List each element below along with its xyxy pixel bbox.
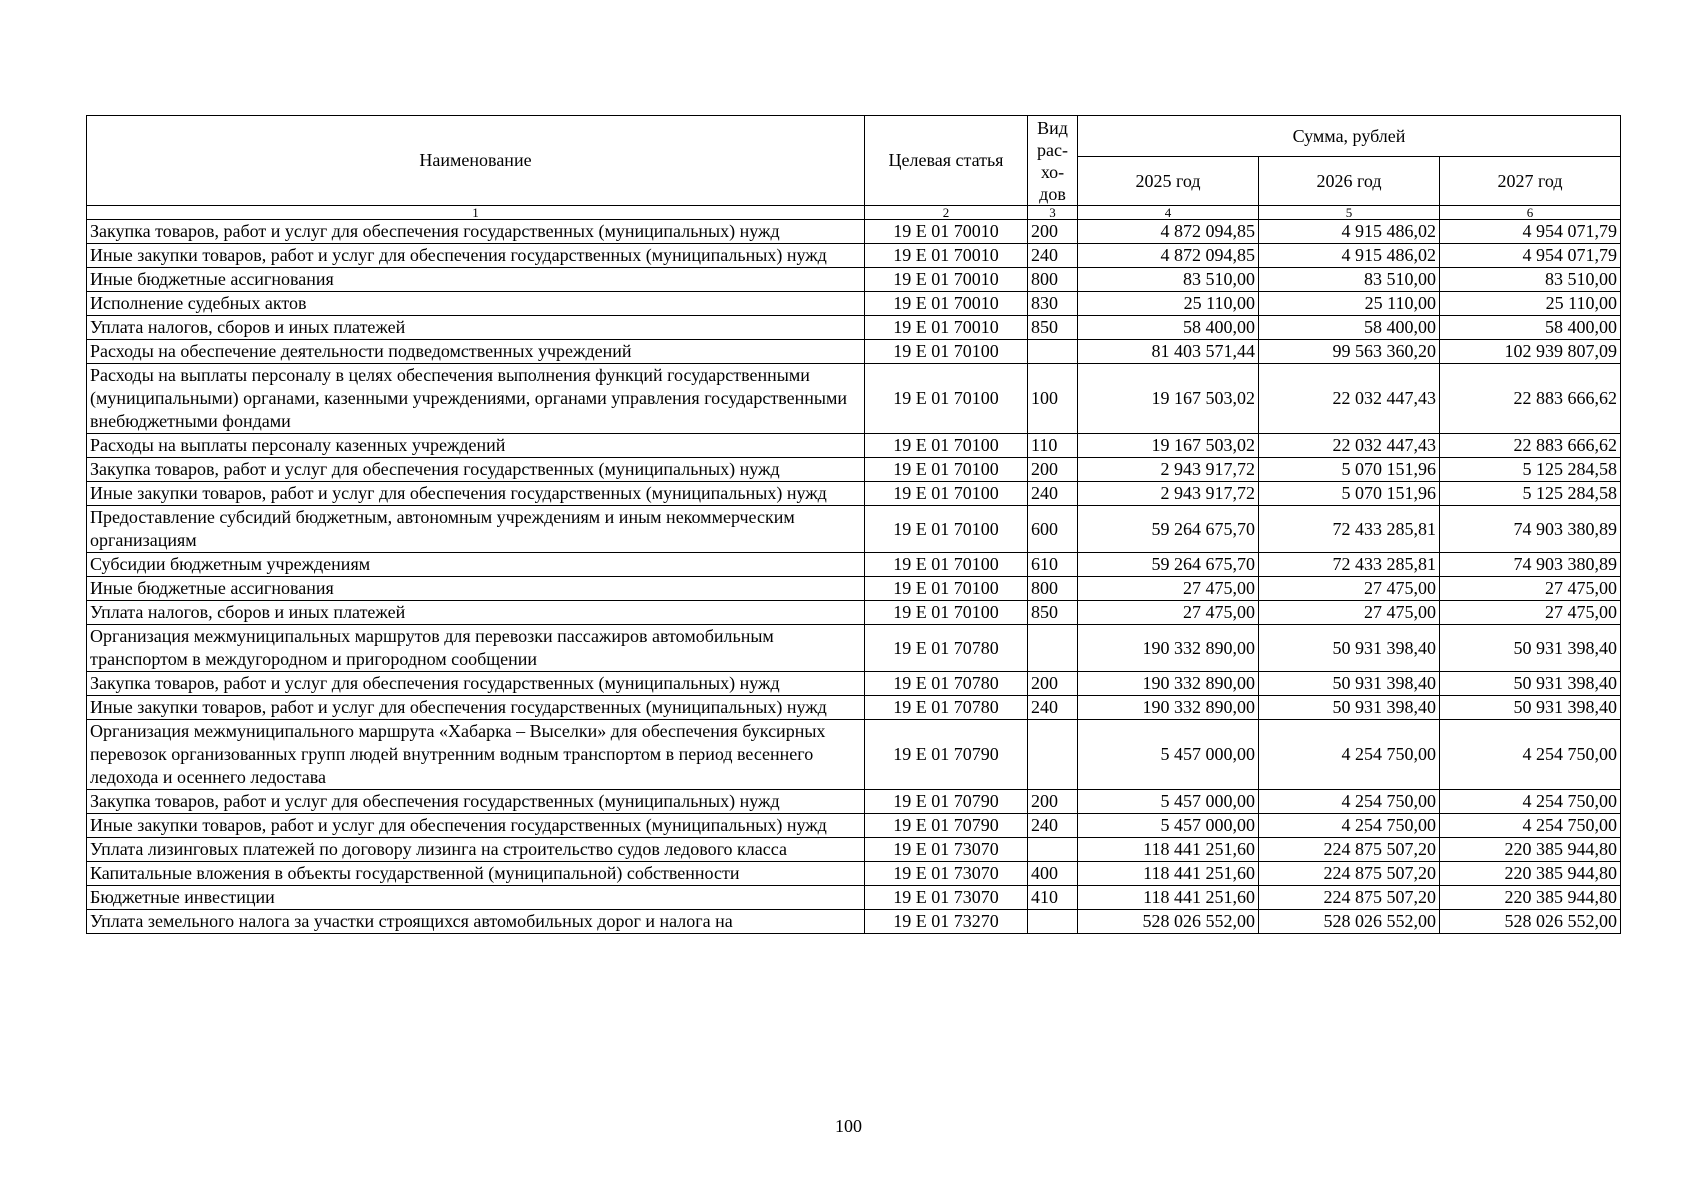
row-name-cell: Закупка товаров, работ и услуг для обеспечения государственных (муниципальных) нужд <box>87 790 865 814</box>
row-name-cell: Капитальные вложения в объекты государственной (муниципальной) собственности <box>87 862 865 886</box>
row-amount-2025-cell: 4 872 094,85 <box>1078 244 1259 268</box>
row-name-cell: Расходы на выплаты персоналу в целях обеспечения выполнения функций государственными (муниципальными) органами, казенными учреждениями, органами управления государственными внебюджетными фондами <box>87 364 865 434</box>
column-number-row <box>87 206 1621 220</box>
header-expense-type-line: хо- <box>1040 161 1065 182</box>
row-amount-2025-cell: 118 441 251,60 <box>1078 886 1259 910</box>
column-number: 2 <box>865 206 1028 220</box>
row-expense-type-cell: 110 <box>1028 434 1078 458</box>
row-target-article-cell: 19 Е 01 70010 <box>865 220 1028 244</box>
row-target-article-cell: 19 Е 01 70010 <box>865 244 1028 268</box>
row-amount-2026-cell: 72 433 285,81 <box>1259 553 1440 577</box>
row-name-cell: Уплата земельного налога за участки строящихся автомобильных дорог и налога на <box>87 910 865 934</box>
row-amount-2026-cell: 4 254 750,00 <box>1259 790 1440 814</box>
row-name-cell: Иные бюджетные ассигнования <box>87 268 865 292</box>
row-amount-2027-cell: 4 254 750,00 <box>1440 814 1621 838</box>
row-target-article-cell: 19 Е 01 70010 <box>865 292 1028 316</box>
table-row <box>87 862 1621 886</box>
row-expense-type-cell <box>1028 720 1078 790</box>
row-target-article-cell: 19 Е 01 70790 <box>865 790 1028 814</box>
row-amount-2026-cell: 99 563 360,20 <box>1259 340 1440 364</box>
row-amount-2025-cell: 5 457 000,00 <box>1078 814 1259 838</box>
row-target-article-cell: 19 Е 01 70100 <box>865 340 1028 364</box>
row-expense-type-cell: 240 <box>1028 696 1078 720</box>
row-amount-2025-cell: 19 167 503,02 <box>1078 364 1259 434</box>
table-row <box>87 340 1621 364</box>
row-amount-2027-cell: 27 475,00 <box>1440 601 1621 625</box>
row-target-article-cell: 19 Е 01 70010 <box>865 268 1028 292</box>
row-expense-type-cell: 850 <box>1028 601 1078 625</box>
row-name-cell: Расходы на обеспечение деятельности подведомственных учреждений <box>87 340 865 364</box>
row-target-article-cell: 19 Е 01 70780 <box>865 625 1028 672</box>
row-name-cell: Закупка товаров, работ и услуг для обеспечения государственных (муниципальных) нужд <box>87 220 865 244</box>
table-row <box>87 506 1621 553</box>
row-amount-2025-cell: 59 264 675,70 <box>1078 506 1259 553</box>
row-amount-2027-cell: 220 385 944,80 <box>1440 862 1621 886</box>
row-amount-2026-cell: 27 475,00 <box>1259 577 1440 601</box>
row-expense-type-cell: 610 <box>1028 553 1078 577</box>
row-target-article-cell: 19 Е 01 70780 <box>865 696 1028 720</box>
row-name-cell: Иные закупки товаров, работ и услуг для обеспечения государственных (муниципальных) нужд <box>87 244 865 268</box>
row-expense-type-cell: 830 <box>1028 292 1078 316</box>
table-row <box>87 814 1621 838</box>
row-expense-type-cell: 200 <box>1028 220 1078 244</box>
table-row <box>87 220 1621 244</box>
row-amount-2026-cell: 4 254 750,00 <box>1259 720 1440 790</box>
budget-table <box>86 115 1621 934</box>
header-expense-type-line: дов <box>1039 183 1066 204</box>
row-target-article-cell: 19 Е 01 70100 <box>865 434 1028 458</box>
table-row <box>87 886 1621 910</box>
row-amount-2026-cell: 50 931 398,40 <box>1259 696 1440 720</box>
row-amount-2027-cell: 83 510,00 <box>1440 268 1621 292</box>
row-amount-2027-cell: 27 475,00 <box>1440 577 1621 601</box>
row-amount-2027-cell: 50 931 398,40 <box>1440 625 1621 672</box>
row-amount-2027-cell: 5 125 284,58 <box>1440 458 1621 482</box>
row-amount-2026-cell: 58 400,00 <box>1259 316 1440 340</box>
table-row <box>87 672 1621 696</box>
row-amount-2025-cell: 19 167 503,02 <box>1078 434 1259 458</box>
table-row <box>87 625 1621 672</box>
table-row <box>87 577 1621 601</box>
row-name-cell: Иные закупки товаров, работ и услуг для обеспечения государственных (муниципальных) нужд <box>87 482 865 506</box>
row-amount-2026-cell: 83 510,00 <box>1259 268 1440 292</box>
row-name-cell: Иные закупки товаров, работ и услуг для обеспечения государственных (муниципальных) нужд <box>87 696 865 720</box>
row-name-cell: Иные закупки товаров, работ и услуг для обеспечения государственных (муниципальных) нужд <box>87 814 865 838</box>
row-amount-2027-cell: 4 954 071,79 <box>1440 244 1621 268</box>
row-name-cell: Субсидии бюджетным учреждениям <box>87 553 865 577</box>
row-target-article-cell: 19 Е 01 70780 <box>865 672 1028 696</box>
row-target-article-cell: 19 Е 01 73070 <box>865 838 1028 862</box>
header-expense-type-line: Вид <box>1037 117 1068 138</box>
row-expense-type-cell: 200 <box>1028 790 1078 814</box>
row-amount-2025-cell: 4 872 094,85 <box>1078 220 1259 244</box>
row-amount-2025-cell: 2 943 917,72 <box>1078 458 1259 482</box>
row-expense-type-cell: 240 <box>1028 814 1078 838</box>
row-amount-2025-cell: 5 457 000,00 <box>1078 790 1259 814</box>
header-name: Наименование <box>87 116 865 206</box>
row-amount-2027-cell: 4 254 750,00 <box>1440 790 1621 814</box>
header-year-2027: 2027 год <box>1440 157 1621 206</box>
row-target-article-cell: 19 Е 01 73270 <box>865 910 1028 934</box>
row-name-cell: Иные бюджетные ассигнования <box>87 577 865 601</box>
row-amount-2025-cell: 118 441 251,60 <box>1078 838 1259 862</box>
row-expense-type-cell <box>1028 340 1078 364</box>
row-name-cell: Уплата лизинговых платежей по договору лизинга на строительство судов ледового класса <box>87 838 865 862</box>
row-amount-2025-cell: 2 943 917,72 <box>1078 482 1259 506</box>
row-amount-2025-cell: 81 403 571,44 <box>1078 340 1259 364</box>
row-amount-2027-cell: 50 931 398,40 <box>1440 696 1621 720</box>
table-row <box>87 292 1621 316</box>
header-year-2026: 2026 год <box>1259 157 1440 206</box>
row-amount-2026-cell: 50 931 398,40 <box>1259 672 1440 696</box>
row-name-cell: Расходы на выплаты персоналу казенных учреждений <box>87 434 865 458</box>
row-amount-2025-cell: 5 457 000,00 <box>1078 720 1259 790</box>
table-header <box>87 116 1621 220</box>
row-expense-type-cell: 200 <box>1028 672 1078 696</box>
table-row <box>87 910 1621 934</box>
row-amount-2026-cell: 72 433 285,81 <box>1259 506 1440 553</box>
row-amount-2027-cell: 102 939 807,09 <box>1440 340 1621 364</box>
row-amount-2027-cell: 220 385 944,80 <box>1440 886 1621 910</box>
row-name-cell: Закупка товаров, работ и услуг для обеспечения государственных (муниципальных) нужд <box>87 672 865 696</box>
row-target-article-cell: 19 Е 01 70100 <box>865 458 1028 482</box>
row-amount-2026-cell: 4 915 486,02 <box>1259 244 1440 268</box>
row-expense-type-cell <box>1028 625 1078 672</box>
row-amount-2025-cell: 58 400,00 <box>1078 316 1259 340</box>
header-expense-type-line: рас- <box>1037 139 1068 160</box>
row-amount-2027-cell: 22 883 666,62 <box>1440 434 1621 458</box>
row-amount-2026-cell: 4 915 486,02 <box>1259 220 1440 244</box>
row-amount-2027-cell: 50 931 398,40 <box>1440 672 1621 696</box>
row-target-article-cell: 19 Е 01 70100 <box>865 506 1028 553</box>
row-amount-2027-cell: 5 125 284,58 <box>1440 482 1621 506</box>
row-amount-2026-cell: 25 110,00 <box>1259 292 1440 316</box>
row-expense-type-cell: 240 <box>1028 482 1078 506</box>
row-name-cell: Уплата налогов, сборов и иных платежей <box>87 601 865 625</box>
row-expense-type-cell: 800 <box>1028 268 1078 292</box>
row-expense-type-cell: 100 <box>1028 364 1078 434</box>
row-amount-2026-cell: 50 931 398,40 <box>1259 625 1440 672</box>
column-number: 6 <box>1440 206 1621 220</box>
row-amount-2025-cell: 59 264 675,70 <box>1078 553 1259 577</box>
table-row <box>87 244 1621 268</box>
row-amount-2027-cell: 4 954 071,79 <box>1440 220 1621 244</box>
table-row <box>87 482 1621 506</box>
row-amount-2025-cell: 27 475,00 <box>1078 601 1259 625</box>
header-sum-group: Сумма, рублей <box>1078 116 1621 157</box>
column-number: 5 <box>1259 206 1440 220</box>
row-amount-2026-cell: 224 875 507,20 <box>1259 886 1440 910</box>
row-amount-2025-cell: 528 026 552,00 <box>1078 910 1259 934</box>
table-row <box>87 316 1621 340</box>
row-target-article-cell: 19 Е 01 73070 <box>865 862 1028 886</box>
table-row <box>87 364 1621 434</box>
row-amount-2027-cell: 22 883 666,62 <box>1440 364 1621 434</box>
table-row <box>87 458 1621 482</box>
row-amount-2027-cell: 4 254 750,00 <box>1440 720 1621 790</box>
row-expense-type-cell: 600 <box>1028 506 1078 553</box>
row-amount-2026-cell: 5 070 151,96 <box>1259 482 1440 506</box>
row-amount-2027-cell: 74 903 380,89 <box>1440 506 1621 553</box>
row-amount-2027-cell: 220 385 944,80 <box>1440 838 1621 862</box>
row-expense-type-cell: 400 <box>1028 862 1078 886</box>
row-target-article-cell: 19 Е 01 70100 <box>865 482 1028 506</box>
row-target-article-cell: 19 Е 01 73070 <box>865 886 1028 910</box>
budget-table-container <box>86 115 1620 934</box>
row-expense-type-cell: 410 <box>1028 886 1078 910</box>
row-amount-2025-cell: 190 332 890,00 <box>1078 696 1259 720</box>
row-amount-2025-cell: 190 332 890,00 <box>1078 625 1259 672</box>
column-number: 1 <box>87 206 865 220</box>
column-number: 4 <box>1078 206 1259 220</box>
row-amount-2025-cell: 83 510,00 <box>1078 268 1259 292</box>
table-row <box>87 268 1621 292</box>
row-amount-2026-cell: 22 032 447,43 <box>1259 434 1440 458</box>
row-amount-2026-cell: 224 875 507,20 <box>1259 838 1440 862</box>
row-amount-2026-cell: 4 254 750,00 <box>1259 814 1440 838</box>
row-target-article-cell: 19 Е 01 70790 <box>865 720 1028 790</box>
row-name-cell: Исполнение судебных актов <box>87 292 865 316</box>
row-name-cell: Предоставление субсидий бюджетным, автономным учреждениям и иным некоммерческим организациям <box>87 506 865 553</box>
row-amount-2025-cell: 190 332 890,00 <box>1078 672 1259 696</box>
row-amount-2026-cell: 528 026 552,00 <box>1259 910 1440 934</box>
table-body <box>87 220 1621 934</box>
page-number: 100 <box>835 1116 862 1136</box>
row-expense-type-cell <box>1028 838 1078 862</box>
table-row <box>87 434 1621 458</box>
row-amount-2027-cell: 74 903 380,89 <box>1440 553 1621 577</box>
row-amount-2025-cell: 25 110,00 <box>1078 292 1259 316</box>
row-amount-2026-cell: 224 875 507,20 <box>1259 862 1440 886</box>
table-row <box>87 790 1621 814</box>
table-row <box>87 838 1621 862</box>
row-expense-type-cell: 850 <box>1028 316 1078 340</box>
header-expense-type <box>1028 116 1078 206</box>
row-amount-2027-cell: 528 026 552,00 <box>1440 910 1621 934</box>
row-target-article-cell: 19 Е 01 70100 <box>865 553 1028 577</box>
column-number: 3 <box>1028 206 1078 220</box>
table-row <box>87 553 1621 577</box>
row-name-cell: Организация межмуниципальных маршрутов для перевозки пассажиров автомобильным транспортом в междугородном и пригородном сообщении <box>87 625 865 672</box>
header-year-2025: 2025 год <box>1078 157 1259 206</box>
row-amount-2026-cell: 22 032 447,43 <box>1259 364 1440 434</box>
row-name-cell: Закупка товаров, работ и услуг для обеспечения государственных (муниципальных) нужд <box>87 458 865 482</box>
row-amount-2027-cell: 58 400,00 <box>1440 316 1621 340</box>
row-amount-2025-cell: 27 475,00 <box>1078 577 1259 601</box>
row-target-article-cell: 19 Е 01 70100 <box>865 601 1028 625</box>
table-row <box>87 696 1621 720</box>
row-expense-type-cell <box>1028 910 1078 934</box>
row-expense-type-cell: 200 <box>1028 458 1078 482</box>
row-name-cell: Уплата налогов, сборов и иных платежей <box>87 316 865 340</box>
row-amount-2026-cell: 27 475,00 <box>1259 601 1440 625</box>
row-name-cell: Организация межмуниципального маршрута «Хабарка – Выселки» для обеспечения буксирных перевозок организованных групп людей внутренним водным транспортом в период весеннего ледохода и осеннего ледостава <box>87 720 865 790</box>
header-target-article: Целевая статья <box>865 116 1028 206</box>
table-row <box>87 601 1621 625</box>
row-target-article-cell: 19 Е 01 70100 <box>865 364 1028 434</box>
row-target-article-cell: 19 Е 01 70010 <box>865 316 1028 340</box>
row-amount-2026-cell: 5 070 151,96 <box>1259 458 1440 482</box>
row-expense-type-cell: 800 <box>1028 577 1078 601</box>
row-name-cell: Бюджетные инвестиции <box>87 886 865 910</box>
row-expense-type-cell: 240 <box>1028 244 1078 268</box>
row-amount-2025-cell: 118 441 251,60 <box>1078 862 1259 886</box>
row-target-article-cell: 19 Е 01 70790 <box>865 814 1028 838</box>
row-target-article-cell: 19 Е 01 70100 <box>865 577 1028 601</box>
row-amount-2027-cell: 25 110,00 <box>1440 292 1621 316</box>
table-row <box>87 720 1621 790</box>
